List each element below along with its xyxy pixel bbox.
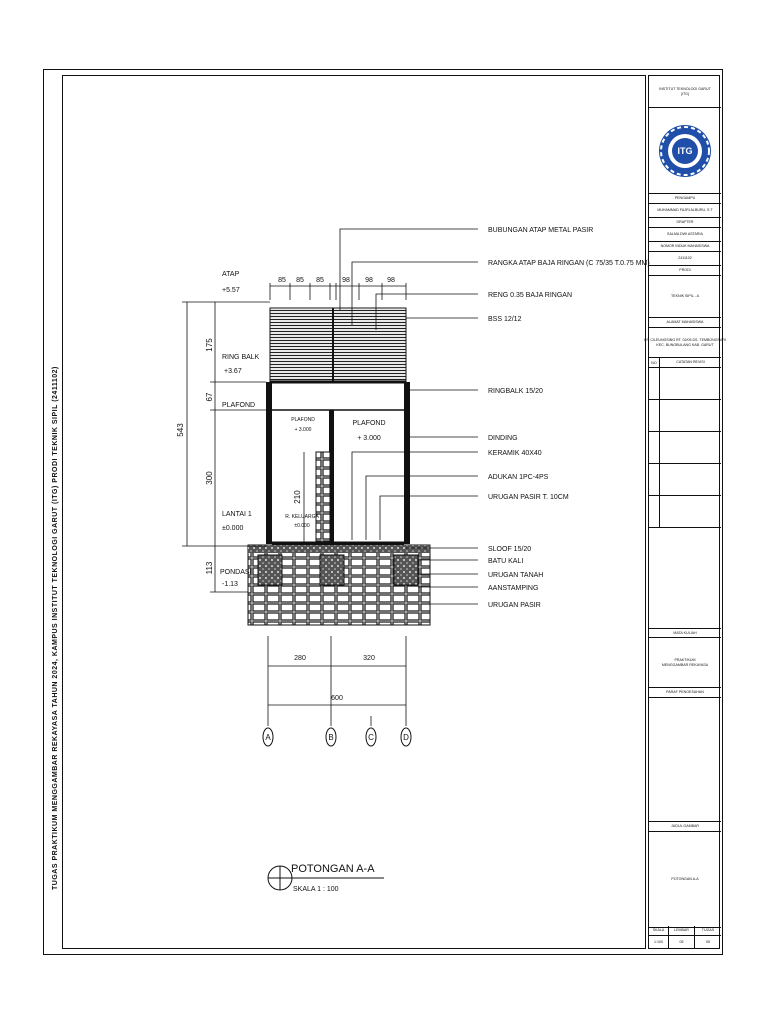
- drafter-name: SALMA DWI ASTARIA: [649, 228, 721, 242]
- logo-text: ITG: [677, 145, 693, 156]
- grid-b: B: [328, 733, 334, 742]
- inner-labels-right: [352, 420, 385, 442]
- address-label: ALAMAT MAHASISWA: [649, 318, 721, 328]
- sheet-value: 05: [679, 940, 684, 944]
- callout-urugan-pasir: URUGAN PASIR T. 10CM: [488, 494, 569, 501]
- top-dim: 85: [296, 277, 304, 284]
- approval-label: PARAF PENGESAHAN: [649, 688, 721, 698]
- level-atap-val: +5.57: [222, 287, 240, 294]
- no-label: NO: [649, 358, 660, 368]
- top-dimension-line: [270, 283, 406, 300]
- level-plafond: PLAFOND: [222, 402, 256, 409]
- plafond-left-val: + 3.000: [294, 427, 312, 433]
- top-dim: 85: [278, 277, 286, 284]
- callout-bubungan: BUBUNGAN ATAP METAL PASIR: [488, 227, 594, 234]
- pondasi-footings: [258, 555, 418, 585]
- level-ringbalk-val: +3.67: [224, 368, 242, 375]
- callout-adukan: ADUKAN 1PC-4PS: [488, 474, 549, 481]
- callout-dinding: DINDING: [488, 435, 518, 442]
- callout-bss: BSS 12/12: [488, 316, 522, 323]
- grid-c: C: [368, 733, 374, 742]
- wall-left: [266, 382, 272, 544]
- lecturer-label: PENGAMPU: [649, 194, 721, 204]
- dim-found: 113: [205, 561, 214, 575]
- inner-labels: [285, 417, 319, 529]
- wall-right: [404, 382, 410, 544]
- scale-label: SKALA: [649, 926, 668, 936]
- room-name: R. KELUARGA: [285, 514, 319, 520]
- dim-ring: 67: [205, 392, 214, 402]
- door-panel: [316, 452, 330, 542]
- callout-aanstamping: AANSTAMPING: [488, 585, 539, 592]
- sloof-layer: [248, 545, 430, 553]
- bottom-dim-labels: [294, 655, 375, 702]
- dim-roof: 175: [205, 338, 214, 352]
- dim-wall: 300: [205, 471, 214, 485]
- section-scale: SKALA 1 : 100: [293, 886, 339, 893]
- callout-sloof: SLOOF 15/20: [488, 546, 532, 553]
- callout-urugan-tanah: URUGAN TANAH: [488, 572, 544, 579]
- top-dim-labels: [278, 277, 395, 284]
- plafond-left: PLAFOND: [291, 417, 315, 423]
- dim-320: 320: [363, 655, 375, 662]
- roof-truss: [270, 308, 406, 382]
- institution: INSTITUT TEKNOLOGI GARUT (ITG): [649, 76, 721, 108]
- level-pondasi-val: -1.13: [222, 581, 238, 588]
- top-dim: 85: [316, 277, 324, 284]
- top-dim: 98: [365, 277, 373, 284]
- notes-label: CATATAN REVISI: [676, 360, 705, 365]
- prodi-label: PRODI: [649, 266, 721, 276]
- grid-bubbles: [263, 728, 411, 746]
- callout-rangka: RANGKA ATAP BAJA RINGAN (C 75/35 T.0.75 MM): [488, 260, 650, 267]
- grid-a: A: [265, 733, 271, 742]
- section-title: POTONGAN A-A: [291, 863, 375, 875]
- top-dim: 98: [387, 277, 395, 284]
- callout-ringbalk: RINGBALK 15/20: [488, 388, 543, 395]
- top-dim: 98: [342, 277, 350, 284]
- course: PRAKTIKUM MENGGAMBAR REKAYASA: [649, 638, 721, 688]
- level-lantai-val: ±0.000: [222, 525, 244, 532]
- callout-reng: RENG 0.35 BAJA RINGAN: [488, 292, 573, 299]
- prodi: TEKNIK SIPIL - A: [649, 276, 721, 318]
- level-labels: [220, 271, 260, 588]
- plafond-right: PLAFOND: [352, 420, 386, 427]
- room-val: ±0.000: [294, 523, 310, 529]
- lecturer-name: MUHAMMAD FAJRI ALBURU, S.T: [649, 204, 721, 218]
- dim-door: 210: [293, 490, 302, 504]
- level-ringbalk: RING BALK: [222, 354, 260, 361]
- level-atap: ATAP: [222, 271, 240, 278]
- callout-urugan-pasir-2: URUGAN PASIR: [488, 602, 541, 609]
- address: KP. CILEUNGSING RT. 02/05 DS. TEMBONGSARI KEC. BUNGBULANG KAB. GARUT: [649, 328, 721, 358]
- callout-keramik: KERAMIK 40X40: [488, 450, 542, 457]
- bottom-dimensions: [268, 636, 406, 726]
- grid-d: D: [403, 733, 409, 742]
- callouts: [488, 227, 650, 609]
- grid-labels: [265, 733, 409, 742]
- level-lantai: LANTAI 1: [222, 511, 252, 518]
- level-pondasi: PONDASI: [220, 569, 252, 576]
- side-title: TUGAS PRAKTIKUM MENGGAMBAR REKAYASA TAHUN 2024, KAMPUS INSTITUT TEKNOLOGI GARUT (ITG) PRODI TEKNIK SIPIL (2411102): [52, 366, 59, 890]
- dim-total: 543: [176, 423, 185, 437]
- dim-280: 280: [294, 655, 306, 662]
- task-label: TUGAS: [695, 926, 721, 936]
- plafond-right-val: + 3.000: [357, 435, 381, 442]
- drawing-title-label: JUDUL GAMBAR: [649, 822, 721, 832]
- callout-batu-kali: BATU KALI: [488, 558, 524, 565]
- sheet-label: LEMBAR: [669, 926, 694, 936]
- student-no: 2411102: [649, 252, 721, 266]
- student-no-label: NOMOR INDUK MAHASISWA: [649, 242, 721, 252]
- task-value: 05: [706, 940, 710, 944]
- drafter-label: DRAFTER: [649, 218, 721, 228]
- course-label: MATA KULIAH: [649, 628, 721, 638]
- dim-600: 600: [331, 695, 343, 702]
- drawing-title-value: POTONGAN A-A: [649, 832, 721, 928]
- scale-value: 1:100: [654, 940, 663, 944]
